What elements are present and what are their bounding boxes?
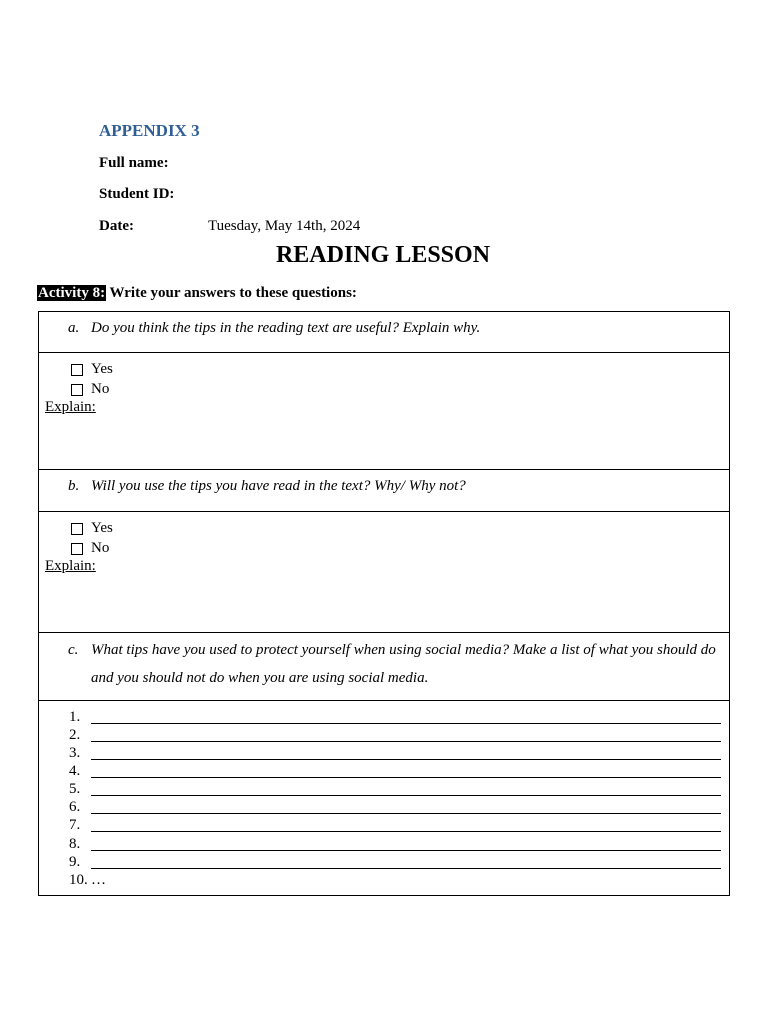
choice-no-a-label: No: [91, 381, 110, 397]
list-number: 7.: [69, 817, 81, 833]
question-a-letter: a.: [68, 320, 80, 336]
list-item[interactable]: [69, 745, 721, 763]
list-item[interactable]: [69, 817, 721, 835]
choice-yes-a-label: Yes: [91, 361, 113, 377]
explain-label-a: Explain:: [45, 399, 96, 415]
list-number: 3.: [69, 745, 81, 761]
list-number: 1.: [69, 709, 81, 725]
list-item[interactable]: [69, 763, 721, 781]
choice-no-b-label: No: [91, 540, 110, 556]
question-c-text: What tips have you used to protect yourself when using social media? Make a list of what you should do and you should not do when you are using social media.: [91, 642, 716, 686]
answer-row-c: [39, 701, 729, 895]
question-b-letter: b.: [68, 478, 80, 494]
list-number: 9.: [69, 854, 81, 870]
question-row-c: [39, 633, 729, 701]
activity-instruction: Write your answers to these questions:: [109, 285, 357, 301]
answer-line[interactable]: [91, 741, 721, 742]
questions-table: [38, 311, 730, 896]
checkbox-no-a[interactable]: [71, 384, 83, 396]
answer-line[interactable]: [91, 813, 721, 814]
appendix-heading: APPENDIX 3: [99, 121, 200, 140]
list-item[interactable]: [69, 854, 721, 872]
lesson-title: READING LESSON: [275, 242, 491, 268]
answer-line[interactable]: [91, 850, 721, 851]
list-number: 10.: [69, 872, 88, 888]
list-item[interactable]: [69, 781, 721, 799]
list-number: 4.: [69, 763, 81, 779]
checkbox-yes-a[interactable]: [71, 364, 83, 376]
question-c: [68, 636, 725, 692]
list-item[interactable]: [69, 799, 721, 817]
list-item[interactable]: [69, 836, 721, 854]
checkbox-no-b[interactable]: [71, 543, 83, 555]
choice-no-a[interactable]: [71, 380, 109, 399]
question-row-b: [39, 470, 729, 512]
list-item[interactable]: [69, 872, 721, 890]
full-name-label: Full name:: [99, 155, 169, 171]
choice-yes-b-label: Yes: [91, 520, 113, 536]
question-b-text: Will you use the tips you have read in the text? Why/ Why not?: [91, 478, 466, 494]
question-a: [68, 314, 725, 342]
choice-yes-a[interactable]: [71, 360, 113, 379]
list-item[interactable]: [69, 709, 721, 727]
choice-yes-b[interactable]: [71, 519, 113, 538]
list-ellipsis: …: [91, 872, 106, 888]
activity-instruction-line: [37, 285, 357, 302]
answer-line[interactable]: [91, 868, 721, 869]
checkbox-yes-b[interactable]: [71, 523, 83, 535]
list-number: 6.: [69, 799, 81, 815]
question-a-text: Do you think the tips in the reading text are useful? Explain why.: [91, 320, 481, 336]
list-number: 5.: [69, 781, 81, 797]
list-number: 2.: [69, 727, 81, 743]
answer-line[interactable]: [91, 777, 721, 778]
explain-label-b: Explain:: [45, 558, 96, 574]
answer-row-a: [39, 353, 729, 470]
question-c-letter: c.: [68, 642, 79, 658]
list-number: 8.: [69, 836, 81, 852]
answer-line[interactable]: [91, 831, 721, 832]
answer-line[interactable]: [91, 759, 721, 760]
student-id-label: Student ID:: [99, 186, 175, 202]
activity-tag: Activity 8:: [38, 285, 106, 301]
list-item[interactable]: [69, 727, 721, 745]
question-row-a: [39, 312, 729, 353]
date-label: Date:: [99, 218, 134, 234]
answer-line[interactable]: [91, 723, 721, 724]
choice-no-b[interactable]: [71, 539, 109, 558]
answer-line[interactable]: [91, 795, 721, 796]
answer-row-b: [39, 512, 729, 633]
date-value: Tuesday, May 14th, 2024: [208, 218, 361, 234]
question-b: [68, 472, 725, 500]
